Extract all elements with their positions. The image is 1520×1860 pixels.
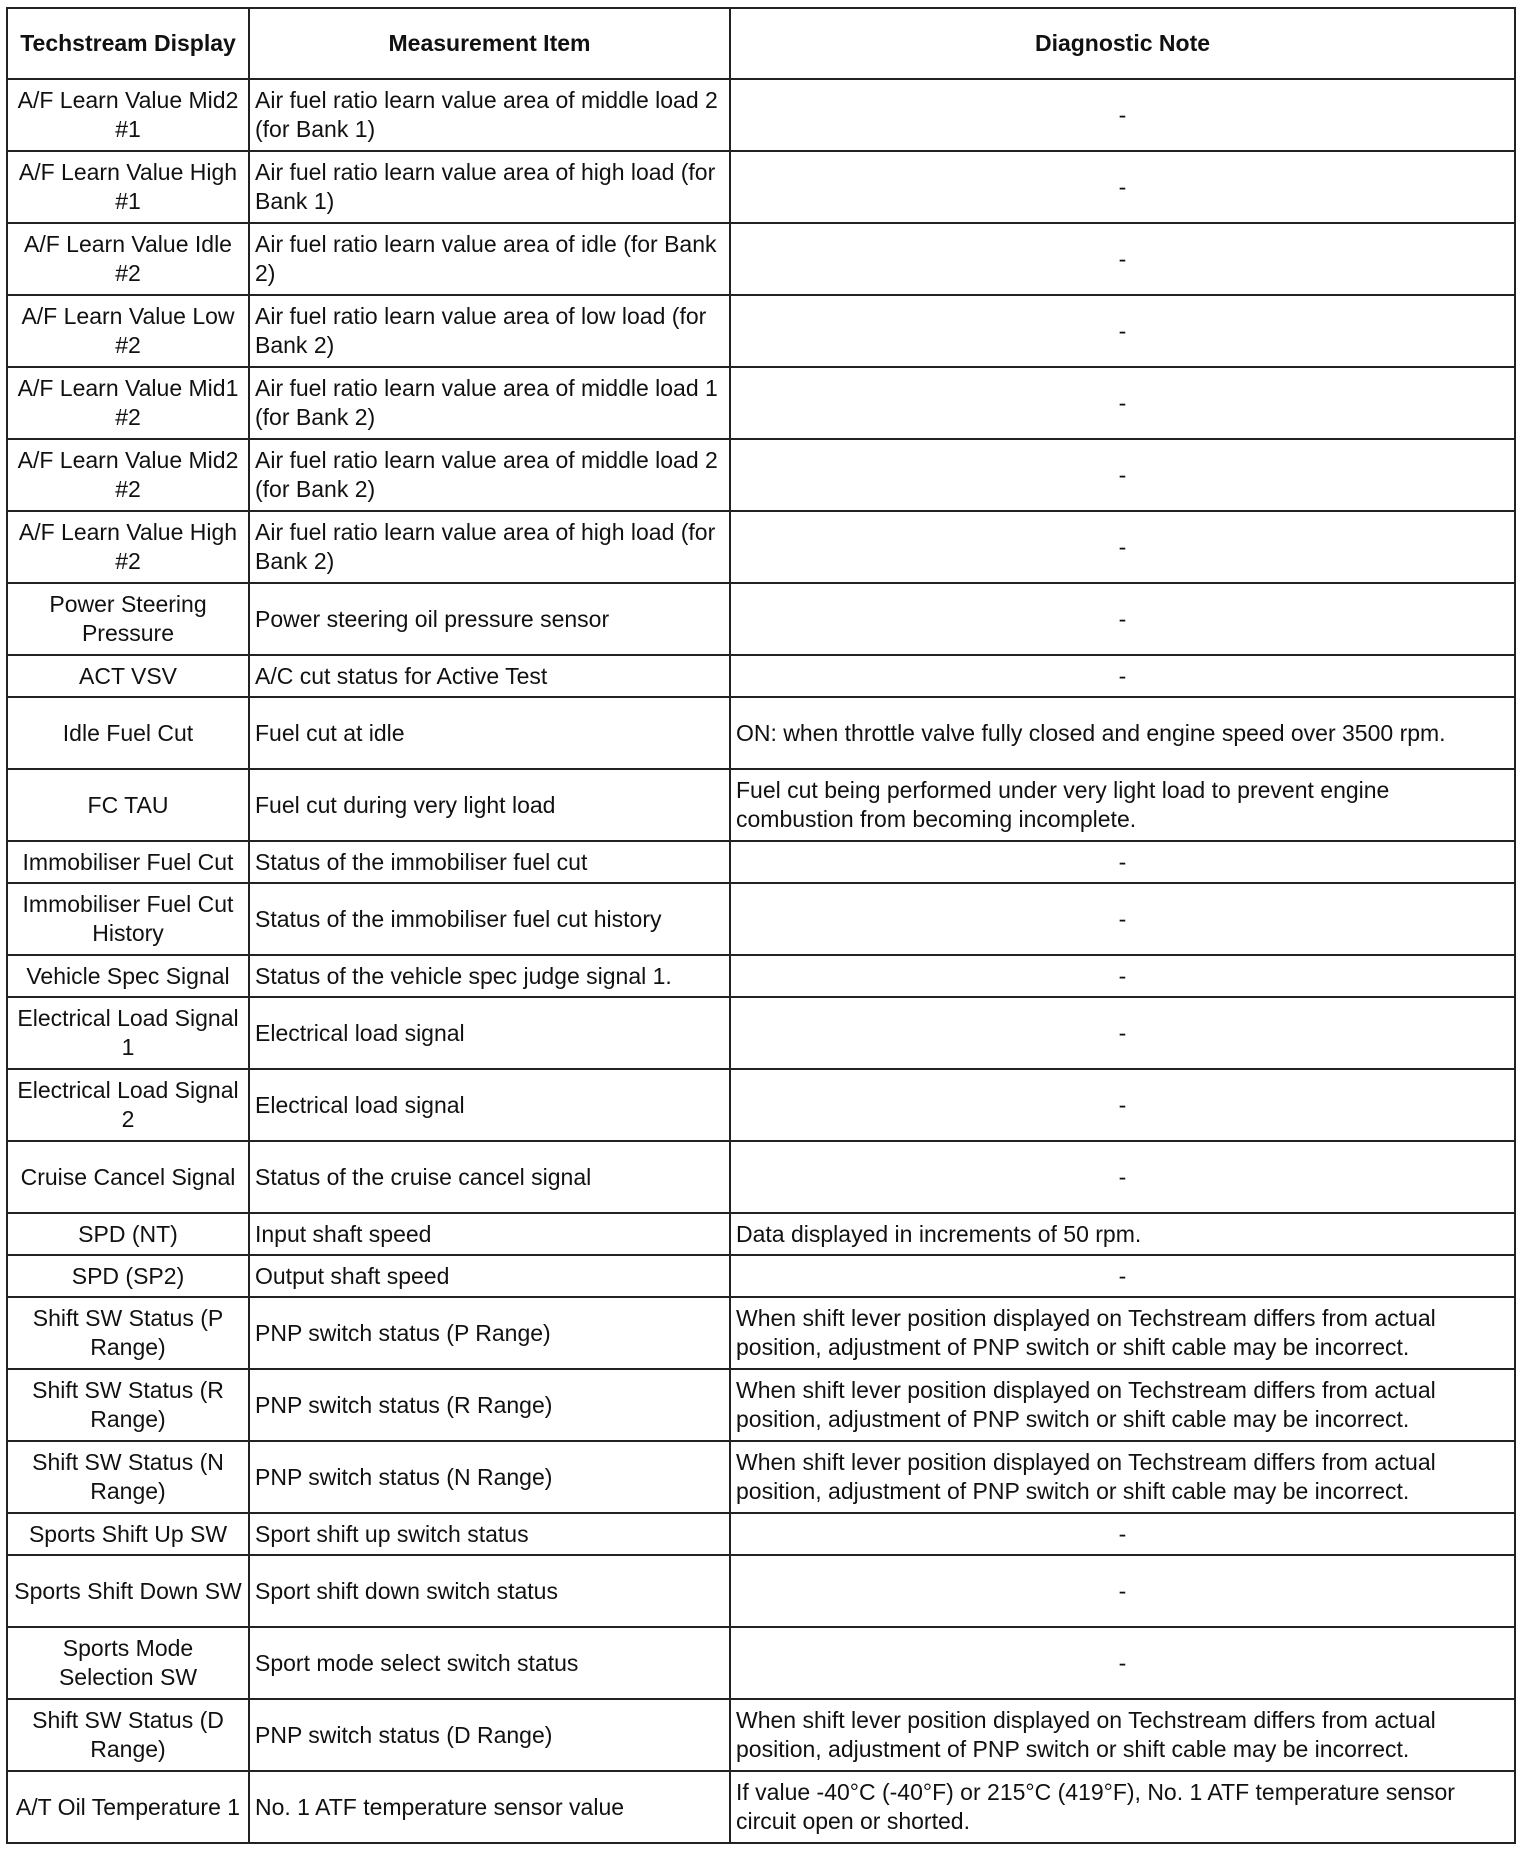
cell-diagnostic-note: - — [730, 883, 1515, 955]
cell-diagnostic-note: - — [730, 841, 1515, 883]
cell-techstream-display: A/F Learn Value Low #2 — [7, 295, 249, 367]
cell-diagnostic-note: - — [730, 511, 1515, 583]
cell-measurement-item: Status of the vehicle spec judge signal 1. — [249, 955, 730, 997]
cell-measurement-item: Fuel cut during very light load — [249, 769, 730, 841]
cell-techstream-display: A/F Learn Value Mid1 #2 — [7, 367, 249, 439]
cell-diagnostic-note: - — [730, 223, 1515, 295]
cell-techstream-display: Sports Shift Down SW — [7, 1555, 249, 1627]
cell-measurement-item: Electrical load signal — [249, 1069, 730, 1141]
table-row — [7, 223, 1515, 295]
table-row — [7, 1771, 1515, 1843]
cell-techstream-display: Sports Shift Up SW — [7, 1513, 249, 1555]
cell-diagnostic-note: - — [730, 1513, 1515, 1555]
cell-techstream-display: Sports Mode Selection SW — [7, 1627, 249, 1699]
cell-techstream-display: A/F Learn Value Mid2 #1 — [7, 79, 249, 151]
table-row — [7, 1255, 1515, 1297]
cell-diagnostic-note: - — [730, 151, 1515, 223]
table-row — [7, 583, 1515, 655]
cell-measurement-item: PNP switch status (P Range) — [249, 1297, 730, 1369]
table-row — [7, 151, 1515, 223]
cell-measurement-item: PNP switch status (D Range) — [249, 1699, 730, 1771]
cell-diagnostic-note: - — [730, 1255, 1515, 1297]
cell-techstream-display: Shift SW Status (R Range) — [7, 1369, 249, 1441]
cell-diagnostic-note: - — [730, 955, 1515, 997]
cell-techstream-display: Idle Fuel Cut — [7, 697, 249, 769]
cell-techstream-display: Power Steering Pressure — [7, 583, 249, 655]
table-row — [7, 841, 1515, 883]
cell-techstream-display: Immobiliser Fuel Cut — [7, 841, 249, 883]
cell-techstream-display: Electrical Load Signal 1 — [7, 997, 249, 1069]
cell-diagnostic-note: - — [730, 583, 1515, 655]
cell-techstream-display: A/F Learn Value High #1 — [7, 151, 249, 223]
cell-diagnostic-note: When shift lever position displayed on Techstream differs from actual position, adjustment of PNP switch or shift cable may be incorrect. — [730, 1441, 1515, 1513]
cell-techstream-display: ACT VSV — [7, 655, 249, 697]
cell-measurement-item: No. 1 ATF temperature sensor value — [249, 1771, 730, 1843]
cell-diagnostic-note: - — [730, 997, 1515, 1069]
cell-diagnostic-note: When shift lever position displayed on Techstream differs from actual position, adjustment of PNP switch or shift cable may be incorrect. — [730, 1369, 1515, 1441]
cell-techstream-display: A/T Oil Temperature 1 — [7, 1771, 249, 1843]
cell-techstream-display: Cruise Cancel Signal — [7, 1141, 249, 1213]
table-row — [7, 367, 1515, 439]
header-techstream-display: Techstream Display — [7, 8, 249, 79]
cell-techstream-display: SPD (SP2) — [7, 1255, 249, 1297]
table-row — [7, 439, 1515, 511]
table-row — [7, 1555, 1515, 1627]
table-row — [7, 511, 1515, 583]
table-row — [7, 1699, 1515, 1771]
table-row — [7, 769, 1515, 841]
cell-diagnostic-note: Fuel cut being performed under very light load to prevent engine combustion from becoming incomplete. — [730, 769, 1515, 841]
cell-techstream-display: Immobiliser Fuel Cut History — [7, 883, 249, 955]
cell-diagnostic-note: Data displayed in increments of 50 rpm. — [730, 1213, 1515, 1255]
diagnostic-data-table — [6, 7, 1516, 1844]
table-row — [7, 295, 1515, 367]
cell-measurement-item: Fuel cut at idle — [249, 697, 730, 769]
cell-diagnostic-note: When shift lever position displayed on Techstream differs from actual position, adjustment of PNP switch or shift cable may be incorrect. — [730, 1699, 1515, 1771]
cell-diagnostic-note: - — [730, 295, 1515, 367]
cell-measurement-item: Sport mode select switch status — [249, 1627, 730, 1699]
cell-diagnostic-note: If value -40°C (-40°F) or 215°C (419°F), No. 1 ATF temperature sensor circuit open or shorted. — [730, 1771, 1515, 1843]
cell-measurement-item: Status of the immobiliser fuel cut — [249, 841, 730, 883]
cell-measurement-item: Air fuel ratio learn value area of high load (for Bank 1) — [249, 151, 730, 223]
cell-techstream-display: A/F Learn Value Idle #2 — [7, 223, 249, 295]
cell-techstream-display: Shift SW Status (D Range) — [7, 1699, 249, 1771]
cell-measurement-item: Status of the immobiliser fuel cut history — [249, 883, 730, 955]
cell-measurement-item: PNP switch status (R Range) — [249, 1369, 730, 1441]
table-row — [7, 1141, 1515, 1213]
cell-techstream-display: SPD (NT) — [7, 1213, 249, 1255]
header-measurement-item: Measurement Item — [249, 8, 730, 79]
cell-techstream-display: Electrical Load Signal 2 — [7, 1069, 249, 1141]
table-row — [7, 1627, 1515, 1699]
cell-measurement-item: Sport shift down switch status — [249, 1555, 730, 1627]
cell-techstream-display: Vehicle Spec Signal — [7, 955, 249, 997]
table-row — [7, 1513, 1515, 1555]
table-row — [7, 1441, 1515, 1513]
cell-techstream-display: Shift SW Status (P Range) — [7, 1297, 249, 1369]
cell-measurement-item: PNP switch status (N Range) — [249, 1441, 730, 1513]
table-row — [7, 79, 1515, 151]
table-row — [7, 1213, 1515, 1255]
table-row — [7, 1297, 1515, 1369]
cell-diagnostic-note: When shift lever position displayed on Techstream differs from actual position, adjustment of PNP switch or shift cable may be incorrect. — [730, 1297, 1515, 1369]
cell-techstream-display: A/F Learn Value Mid2 #2 — [7, 439, 249, 511]
cell-measurement-item: Sport shift up switch status — [249, 1513, 730, 1555]
cell-techstream-display: Shift SW Status (N Range) — [7, 1441, 249, 1513]
table-row — [7, 655, 1515, 697]
table-row — [7, 883, 1515, 955]
cell-measurement-item: Air fuel ratio learn value area of middle load 2 (for Bank 2) — [249, 439, 730, 511]
header-diagnostic-note: Diagnostic Note — [730, 8, 1515, 79]
cell-measurement-item: Air fuel ratio learn value area of idle (for Bank 2) — [249, 223, 730, 295]
table-header-row — [7, 8, 1515, 79]
cell-diagnostic-note: ON: when throttle valve fully closed and engine speed over 3500 rpm. — [730, 697, 1515, 769]
cell-measurement-item: Input shaft speed — [249, 1213, 730, 1255]
cell-measurement-item: A/C cut status for Active Test — [249, 655, 730, 697]
table-row — [7, 697, 1515, 769]
cell-measurement-item: Air fuel ratio learn value area of middle load 2 (for Bank 1) — [249, 79, 730, 151]
cell-techstream-display: FC TAU — [7, 769, 249, 841]
cell-measurement-item: Electrical load signal — [249, 997, 730, 1069]
cell-measurement-item: Air fuel ratio learn value area of low load (for Bank 2) — [249, 295, 730, 367]
cell-measurement-item: Air fuel ratio learn value area of high load (for Bank 2) — [249, 511, 730, 583]
cell-diagnostic-note: - — [730, 367, 1515, 439]
table-row — [7, 1069, 1515, 1141]
cell-measurement-item: Air fuel ratio learn value area of middle load 1 (for Bank 2) — [249, 367, 730, 439]
cell-techstream-display: A/F Learn Value High #2 — [7, 511, 249, 583]
cell-diagnostic-note: - — [730, 439, 1515, 511]
table-row — [7, 997, 1515, 1069]
cell-diagnostic-note: - — [730, 79, 1515, 151]
cell-diagnostic-note: - — [730, 655, 1515, 697]
cell-diagnostic-note: - — [730, 1627, 1515, 1699]
cell-diagnostic-note: - — [730, 1141, 1515, 1213]
cell-measurement-item: Output shaft speed — [249, 1255, 730, 1297]
table-row — [7, 1369, 1515, 1441]
cell-diagnostic-note: - — [730, 1555, 1515, 1627]
cell-measurement-item: Power steering oil pressure sensor — [249, 583, 730, 655]
table-row — [7, 955, 1515, 997]
cell-diagnostic-note: - — [730, 1069, 1515, 1141]
cell-measurement-item: Status of the cruise cancel signal — [249, 1141, 730, 1213]
